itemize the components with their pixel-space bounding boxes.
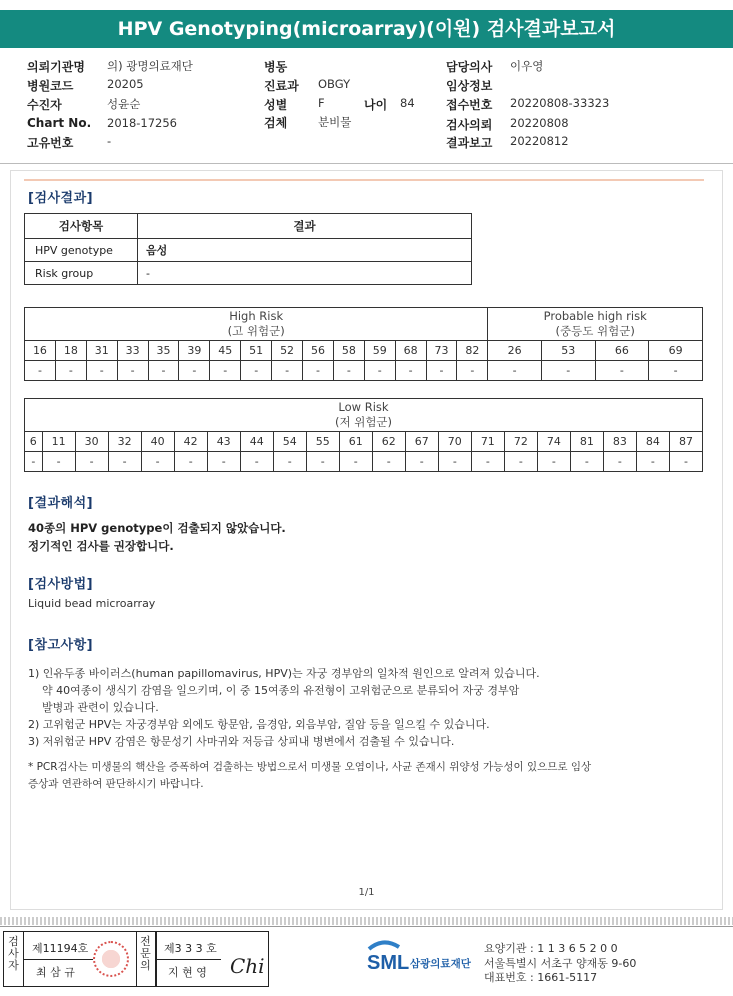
genotype-cell: 62: [372, 432, 405, 452]
method-text: Liquid bead microarray: [28, 597, 156, 610]
genotype-cell: -: [372, 452, 405, 472]
company-name: 삼광의료재단: [410, 958, 471, 970]
genotype-cell: -: [649, 361, 703, 381]
genotype-cell: 18: [55, 341, 86, 361]
genotype-cell: 66: [595, 341, 649, 361]
genotype-cell: -: [303, 361, 334, 381]
doctor-signature: Chi: [230, 954, 265, 978]
page-number: 1/1: [358, 887, 375, 898]
info-label: 성별: [264, 98, 288, 112]
info-value: F: [318, 96, 325, 110]
genotype-cell: -: [272, 361, 303, 381]
genotype-cell: -: [241, 361, 272, 381]
genotype-cell: -: [75, 452, 108, 472]
genotype-cell: 55: [306, 432, 339, 452]
genotype-cell: 31: [86, 341, 117, 361]
genotype-cell: 87: [669, 432, 702, 452]
genotype-cell: 67: [405, 432, 438, 452]
genotype-cell: -: [595, 361, 649, 381]
divider: [0, 917, 733, 925]
reference-note: 증상과 연관하여 판단하시기 바랍니다.: [28, 778, 204, 790]
genotype-cell: 59: [364, 341, 395, 361]
info-value: -: [107, 134, 112, 148]
genotype-cell: 82: [457, 341, 488, 361]
info-value: 20220808: [510, 116, 569, 130]
info-value: 이우영: [510, 59, 544, 73]
genotype-cell: -: [141, 452, 174, 472]
reference-line: 발병과 관련이 있습니다.: [42, 701, 159, 714]
probable-risk-sublabel: (중등도 위험군): [555, 324, 635, 338]
reference-note: * PCR검사는 미생물의 핵산을 증폭하여 검출하는 방법으로서 미생물 오염이나, 사균 존재시 위양성 가능성이 있으므로 임상: [28, 761, 592, 773]
company-phone: 대표번호 : 1661-5117: [484, 971, 598, 984]
interpretation-line: 40종의 HPV genotype이 검출되지 않았습니다.: [28, 521, 286, 535]
genotype-cell: -: [636, 452, 669, 472]
divider: [0, 926, 733, 927]
genotype-cell: 43: [207, 432, 240, 452]
reference-line: 1) 인유두종 바이러스(human papillomavirus, HPV)는 자궁 경부암의 일차적 원인으로 알려져 있습니다.: [28, 667, 540, 680]
doctor-label: 전문의: [136, 932, 156, 986]
genotype-cell: -: [570, 452, 603, 472]
col-header-item: 검사항목: [25, 214, 138, 239]
genotype-cell: 52: [272, 341, 303, 361]
genotype-cell: -: [117, 361, 148, 381]
genotype-cell: 84: [636, 432, 669, 452]
probable-risk-label: Probable high risk: [543, 309, 647, 323]
info-label: 검체: [264, 116, 288, 130]
genotype-cell: -: [55, 361, 86, 381]
results-table: [24, 213, 472, 285]
genotype-row: [25, 341, 703, 361]
company-address: 서울특별시 서초구 양재동 9-60: [484, 957, 637, 970]
tester-license: 제11194호: [32, 942, 89, 955]
report-title: HPV Genotyping(microarray)(이원) 검사결과보고서: [0, 10, 733, 48]
genotype-cell: 70: [438, 432, 471, 452]
genotype-cell: 39: [179, 341, 210, 361]
genotype-cell: -: [669, 452, 702, 472]
info-value: 2018-17256: [107, 116, 177, 130]
col-header-result: 결과: [138, 214, 472, 239]
section-title-reference: [참고사항]: [28, 638, 94, 653]
table-row: [25, 239, 472, 262]
section-title-results: [검사결과]: [28, 191, 94, 206]
genotype-cell: -: [426, 361, 457, 381]
genotype-cell: -: [438, 452, 471, 472]
genotype-cell: 68: [395, 341, 426, 361]
genotype-cell: 71: [471, 432, 504, 452]
info-label: 수진자: [27, 98, 62, 112]
info-value: 성윤순: [107, 97, 141, 111]
genotype-cell: -: [42, 452, 75, 472]
tester-label: 검사자: [4, 932, 24, 986]
low-risk-sublabel: (저 위험군): [334, 415, 393, 429]
genotype-cell: 40: [141, 432, 174, 452]
divider: [24, 959, 94, 960]
genotype-cell: 83: [603, 432, 636, 452]
info-label: 임상정보: [446, 79, 493, 93]
genotype-cell: 74: [537, 432, 570, 452]
genotype-cell: -: [148, 361, 179, 381]
genotype-cell: 69: [649, 341, 703, 361]
genotype-cell: 35: [148, 341, 179, 361]
genotype-cell: -: [603, 452, 636, 472]
signature-box: [3, 931, 269, 987]
info-value: 분비물: [318, 115, 352, 129]
divider: [24, 179, 704, 181]
info-value: 84: [400, 96, 415, 110]
info-label: 나이: [364, 98, 388, 112]
low-risk-header: [25, 399, 703, 432]
genotype-cell: 73: [426, 341, 457, 361]
genotype-cell: -: [395, 361, 426, 381]
result-value: -: [138, 262, 472, 285]
genotype-cell: -: [86, 361, 117, 381]
result-item: Risk group: [25, 262, 138, 285]
genotype-cell: -: [504, 452, 537, 472]
seal-stamp-icon: [93, 941, 129, 977]
genotype-cell: 33: [117, 341, 148, 361]
info-value: 20205: [107, 77, 144, 91]
genotype-cell: -: [240, 452, 273, 472]
info-label: 검사의뢰: [446, 118, 493, 132]
genotype-cell: 32: [108, 432, 141, 452]
genotype-cell: 11: [42, 432, 75, 452]
info-value: 의) 광명의료재단: [107, 59, 193, 73]
genotype-result-row: [25, 452, 703, 472]
info-value: 20220812: [510, 134, 569, 148]
high-risk-sublabel: (고 위험군): [227, 324, 285, 338]
info-value: 20220808-33323: [510, 96, 610, 110]
genotype-cell: 6: [25, 432, 43, 452]
company-code: 요양기관 : 1 1 3 6 5 2 0 0: [484, 942, 618, 955]
genotype-cell: 54: [273, 432, 306, 452]
genotype-cell: 44: [240, 432, 273, 452]
genotype-cell: 53: [541, 341, 595, 361]
genotype-cell: -: [541, 361, 595, 381]
high-risk-table: [24, 307, 703, 381]
genotype-cell: -: [457, 361, 488, 381]
info-label: 접수번호: [446, 98, 493, 112]
doctor-license: 제3 3 3 호: [164, 942, 217, 955]
genotype-cell: 26: [488, 341, 542, 361]
info-label: 병원코드: [27, 79, 74, 93]
genotype-cell: -: [174, 452, 207, 472]
reference-line: 2) 고위험군 HPV는 자궁경부암 외에도 항문암, 음경암, 외음부암, 질암 등을 일으킬 수 있습니다.: [28, 718, 490, 731]
genotype-cell: 58: [333, 341, 364, 361]
probable-risk-header: [488, 308, 703, 341]
info-label: 고유번호: [27, 136, 74, 150]
doctor-name: 지 현 영: [168, 966, 207, 979]
info-label: 병동: [264, 60, 288, 74]
patient-info: [0, 54, 733, 164]
genotype-cell: -: [108, 452, 141, 472]
genotype-cell: -: [364, 361, 395, 381]
genotype-cell: -: [488, 361, 542, 381]
low-risk-table: [24, 398, 703, 472]
genotype-cell: 61: [339, 432, 372, 452]
genotype-cell: -: [25, 452, 43, 472]
info-label: 의뢰기관명: [27, 60, 85, 74]
genotype-cell: -: [207, 452, 240, 472]
genotype-cell: -: [306, 452, 339, 472]
genotype-cell: -: [273, 452, 306, 472]
table-row: [25, 262, 472, 285]
genotype-cell: -: [405, 452, 438, 472]
genotype-cell: -: [210, 361, 241, 381]
low-risk-label: Low Risk: [338, 400, 389, 414]
result-item: HPV genotype: [25, 239, 138, 262]
high-risk-header: [25, 308, 488, 341]
genotype-cell: -: [333, 361, 364, 381]
genotype-result-row: [25, 361, 703, 381]
genotype-cell: 81: [570, 432, 603, 452]
genotype-cell: 45: [210, 341, 241, 361]
genotype-cell: 56: [303, 341, 334, 361]
genotype-cell: 51: [241, 341, 272, 361]
section-title-method: [검사방법]: [28, 577, 94, 592]
genotype-cell: -: [339, 452, 372, 472]
genotype-cell: 16: [25, 341, 56, 361]
genotype-cell: 42: [174, 432, 207, 452]
reference-line: 3) 저위험군 HPV 감염은 항문성기 사마귀와 저등급 상피내 병변에서 검출될 수 있습니다.: [28, 735, 455, 748]
info-label: 진료과: [264, 79, 299, 93]
high-risk-label: High Risk: [229, 309, 284, 323]
info-label: 결과보고: [446, 136, 493, 150]
genotype-cell: -: [471, 452, 504, 472]
genotype-cell: 30: [75, 432, 108, 452]
info-label: Chart No.: [27, 116, 92, 130]
result-value: 음성: [138, 239, 472, 262]
logo-text: SML: [367, 952, 410, 974]
interpretation-line: 정기적인 검사를 권장합니다.: [28, 539, 174, 553]
genotype-cell: -: [179, 361, 210, 381]
info-label: 담당의사: [446, 60, 493, 74]
reference-line: 약 40여종이 생식기 감염을 일으키며, 이 중 15여종의 유전형이 고위험군으로 분류되어 자궁 경부암: [42, 684, 520, 697]
section-title-interpretation: [결과해석]: [28, 496, 94, 511]
divider: [0, 163, 733, 164]
genotype-cell: -: [25, 361, 56, 381]
genotype-cell: 72: [504, 432, 537, 452]
tester-name: 최 삼 규: [36, 966, 75, 979]
genotype-row: [25, 432, 703, 452]
divider: [156, 959, 221, 960]
info-value: OBGY: [318, 77, 351, 91]
genotype-cell: -: [537, 452, 570, 472]
